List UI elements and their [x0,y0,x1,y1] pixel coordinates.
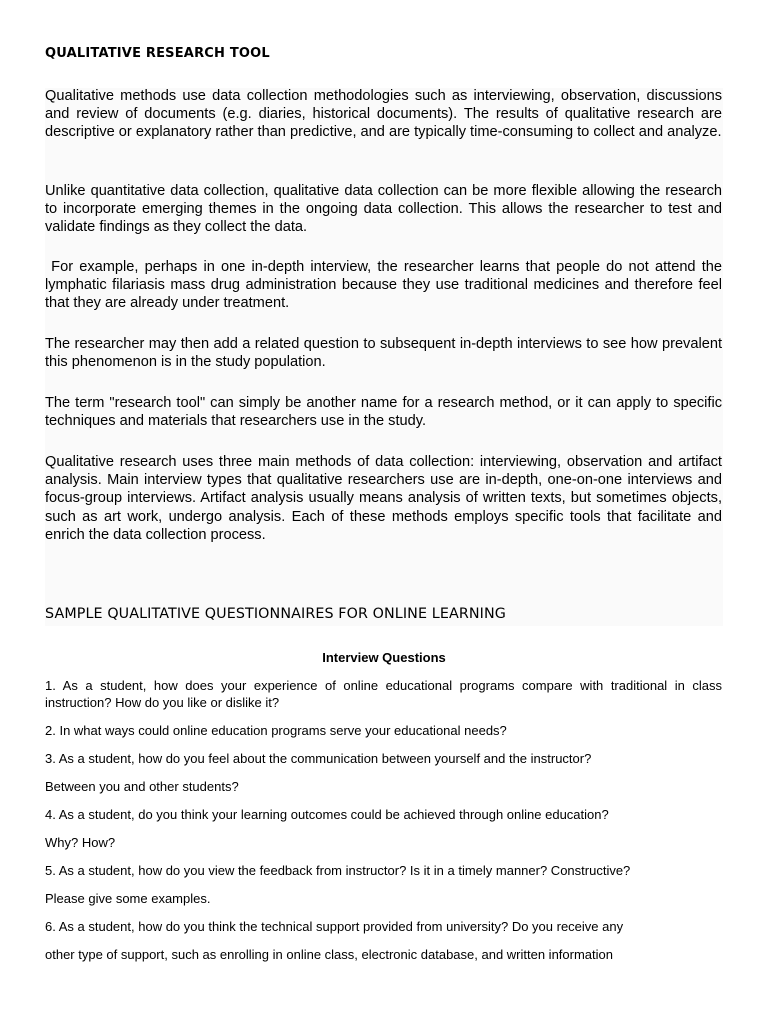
paragraph-qualitative-methods: Qualitative methods use data collection methodologies such as interviewing, observation, discussions and review of documents (e.g. diaries, historical documents). The results of qualitative research are descriptive or explanatory rather than predictive, and are typically time-consuming to collect and analyze. [45,88,722,141]
question-item: 2. In what ways could online education programs serve your educational needs? [45,723,507,738]
question-item: 3. As a student, how do you feel about the communication between yourself and the instructor? [45,751,592,766]
paragraph-flexibility: Unlike quantitative data collection, qualitative data collection can be more flexible allowing the research to incorporate emerging themes in the ongoing data collection. This allows the researcher to test and validate findings as they collect the data. [45,183,722,236]
paragraph-example: For example, perhaps in one in-depth interview, the researcher learns that people do not attend the lymphatic filariasis mass drug administration because they use traditional medicines and therefore feel that they are already under treatment. [45,259,727,312]
question-item: Please give some examples. [45,891,211,906]
document-title: QUALITATIVE RESEARCH TOOL [45,46,270,61]
section-title: SAMPLE QUALITATIVE QUESTIONNAIRES FOR ONLINE LEARNING [45,606,506,622]
paragraph-three-methods: Qualitative research uses three main methods of data collection: interviewing, observation and artifact analysis. Main interview types that qualitative researchers use are in-depth, one-on-one interviews and focus-group interviews. Artifact analysis usually means analysis of written texts, but sometimes objects, such as art work, undergo analysis. Each of these methods employs specific tools that facilitate and enrich the data collection process. [45,454,722,543]
question-item: Why? How? [45,835,116,850]
paragraph-research-tool-term: The term "research tool" can simply be another name for a research method, or it can apply to specific techniques and materials that researchers use in the study. [45,395,722,430]
question-item: other type of support, such as enrolling in online class, electronic database, and written information [45,947,613,962]
question-item: Between you and other students? [45,779,239,794]
paragraph-follow-up-question: The researcher may then add a related question to subsequent in-depth interviews to see how prevalent this phenomenon is in the study population. [45,336,722,371]
question-item: 1. As a student, how does your experience of online educational programs compare with traditional in class instruction? How do you like or dislike it? [45,678,722,710]
question-item: 6. As a student, how do you think the technical support provided from university? Do you receive any [45,919,624,934]
question-item: 5. As a student, how do you view the feedback from instructor? Is it in a timely manner? Constructive? [45,863,631,878]
question-item: 4. As a student, do you think your learning outcomes could be achieved through online education? [45,807,609,822]
interview-questions-heading: Interview Questions [322,650,446,665]
